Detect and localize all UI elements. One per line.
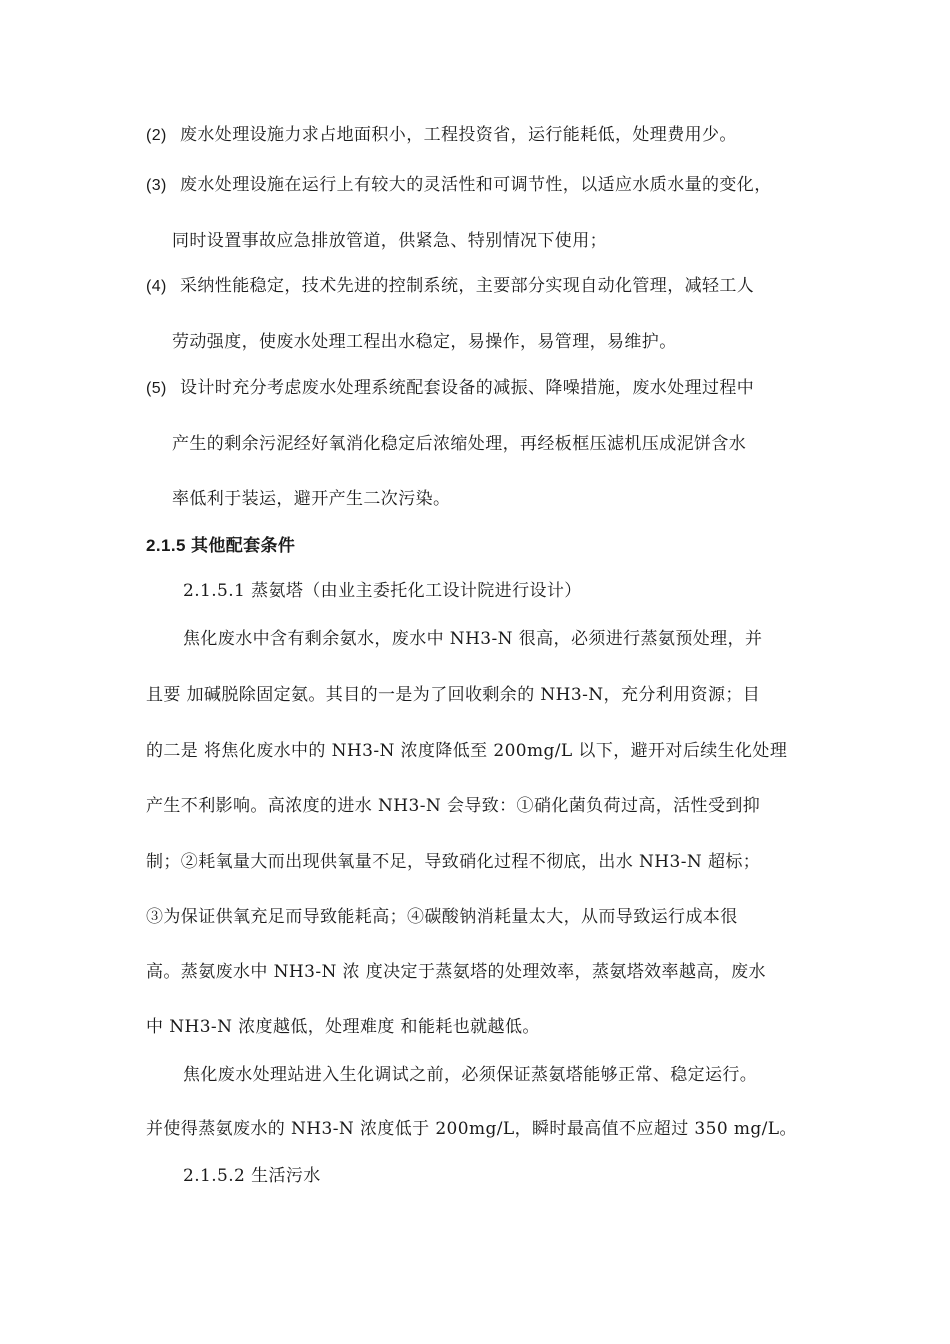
item-continuation: 率低利于装运，避开产生二次污染。 — [172, 489, 451, 509]
item-number: (2) — [146, 127, 167, 144]
list-item — [146, 174, 772, 197]
paragraph-line: 中 NH3-N 浓度越低，处理难度 和能耗也就越低。 — [146, 1017, 540, 1037]
paragraph-line: 高。蒸氨废水中 NH3-N 浓 度决定于蒸氨塔的处理效率，蒸氨塔效率越高，废水 — [146, 962, 766, 982]
item-number: (4) — [146, 278, 167, 295]
list-item — [146, 275, 754, 298]
item-continuation: 劳动强度，使废水处理工程出水稳定，易操作，易管理，易维护。 — [172, 332, 677, 352]
paragraph-line: 焦化废水处理站进入生化调试之前，必须保证蒸氨塔能够正常、稳定运行。 — [183, 1065, 758, 1085]
item-text: 废水处理设施力求占地面积小，工程投资省，运行能耗低，处理费用少。 — [180, 125, 737, 145]
section-heading — [146, 535, 295, 557]
paragraph-line: ③为保证供氧充足而导致能耗高；④碳酸钠消耗量太大，从而导致运行成本很 — [146, 907, 738, 927]
subsection-heading: 2.1.5.1 蒸氨塔（由业主委托化工设计院进行设计） — [183, 581, 582, 601]
paragraph-line: 产生不利影响。高浓度的进水 NH3-N 会导致：①硝化菌负荷过高，活性受到抑 — [146, 796, 761, 816]
section-title: 其他配套条件 — [190, 536, 296, 556]
list-item — [146, 377, 754, 400]
paragraph-line: 制；②耗氧量大而出现供氧量不足，导致硝化过程不彻底，出水 NH3-N 超标； — [146, 852, 761, 872]
item-text: 设计时充分考虑废水处理系统配套设备的减振、降噪措施，废水处理过程中 — [180, 378, 755, 398]
item-number: (5) — [146, 380, 167, 397]
list-item — [146, 124, 737, 147]
paragraph-line: 焦化废水中含有剩余氨水，废水中 NH3-N 很高，必须进行蒸氨预处理，并 — [183, 629, 763, 649]
item-continuation: 产生的剩余污泥经好氧消化稳定后浓缩处理，再经板框压滤机压成泥饼含水 — [172, 434, 747, 454]
subsection-heading: 2.1.5.2 生活污水 — [183, 1166, 321, 1186]
item-text: 废水处理设施在运行上有较大的灵活性和可调节性，以适应水质水量的变化， — [180, 175, 772, 195]
section-number: 2.1.5 — [146, 536, 186, 555]
paragraph-line: 且要 加碱脱除固定氨。其目的一是为了回收剩余的 NH3-N，充分利用资源；目 — [146, 685, 761, 705]
paragraph-line: 并使得蒸氨废水的 NH3-N 浓度低于 200mg/L，瞬时最高值不应超过 350 mg/L。 — [146, 1119, 797, 1139]
item-number: (3) — [146, 177, 167, 194]
item-text: 采纳性能稳定，技术先进的控制系统，主要部分实现自动化管理，减轻工人 — [180, 276, 755, 296]
item-continuation: 同时设置事故应急排放管道，供紧急、特别情况下使用； — [172, 231, 607, 251]
paragraph-line: 的二是 将焦化废水中的 NH3-N 浓度降低至 200mg/L 以下，避开对后续生化处理 — [146, 741, 788, 761]
